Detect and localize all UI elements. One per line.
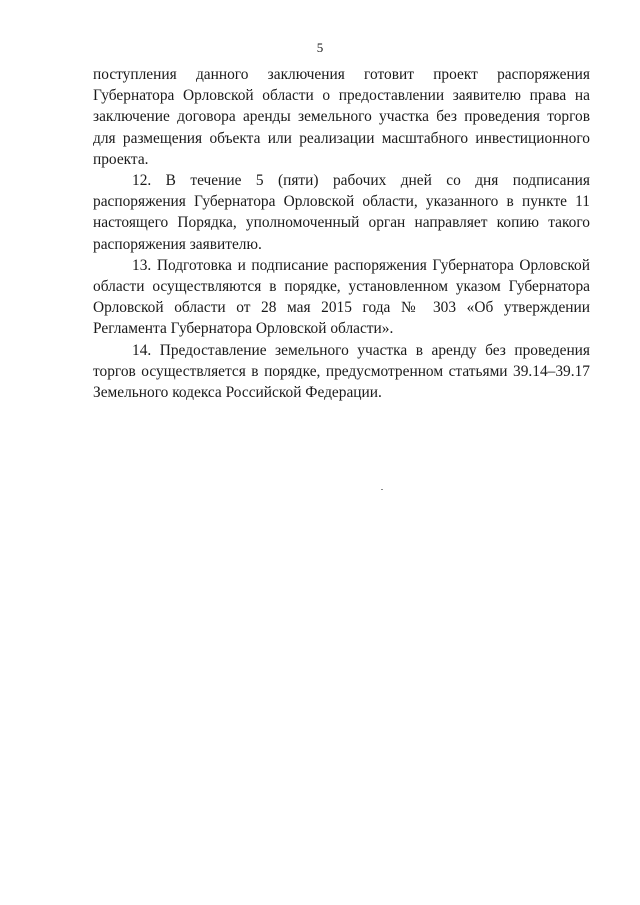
paragraph-13: 13. Подготовка и подписание распоряжения Губернатора Орловской области осуществляются в порядке, установленном указом Губернатора Орловской области от 28 мая 2015 года № 303 «Об утверждении Регламента Губернатора Орловской области». [93,256,590,338]
paragraph-12: 12. В течение 5 (пяти) рабочих дней со дня подписания распоряжения Губернатора Орловской области, указанного в пункте 11 настоящего Порядка, уполномоченный орган направляет копию такого распоряжения заявителю. [93,172,590,253]
document-body [93,64,590,403]
paragraph-continuation: поступления данного заключения готовит проект распоряжения Губернатора Орловской области о предоставлении заявителю права на заключение договора аренды земельного участка без проведения торгов для размещения объекта или реализации масштабного инвестиционного проекта. [93,66,590,168]
scan-speck [381,489,383,490]
page-number: 5 [316,40,324,55]
paragraph-14: 14. Предоставление земельного участка в аренду без проведения торгов осуществляется в порядке, предусмотренном статьями 39.14–39.17 Земельного кодекса Российской Федерации. [93,341,590,402]
